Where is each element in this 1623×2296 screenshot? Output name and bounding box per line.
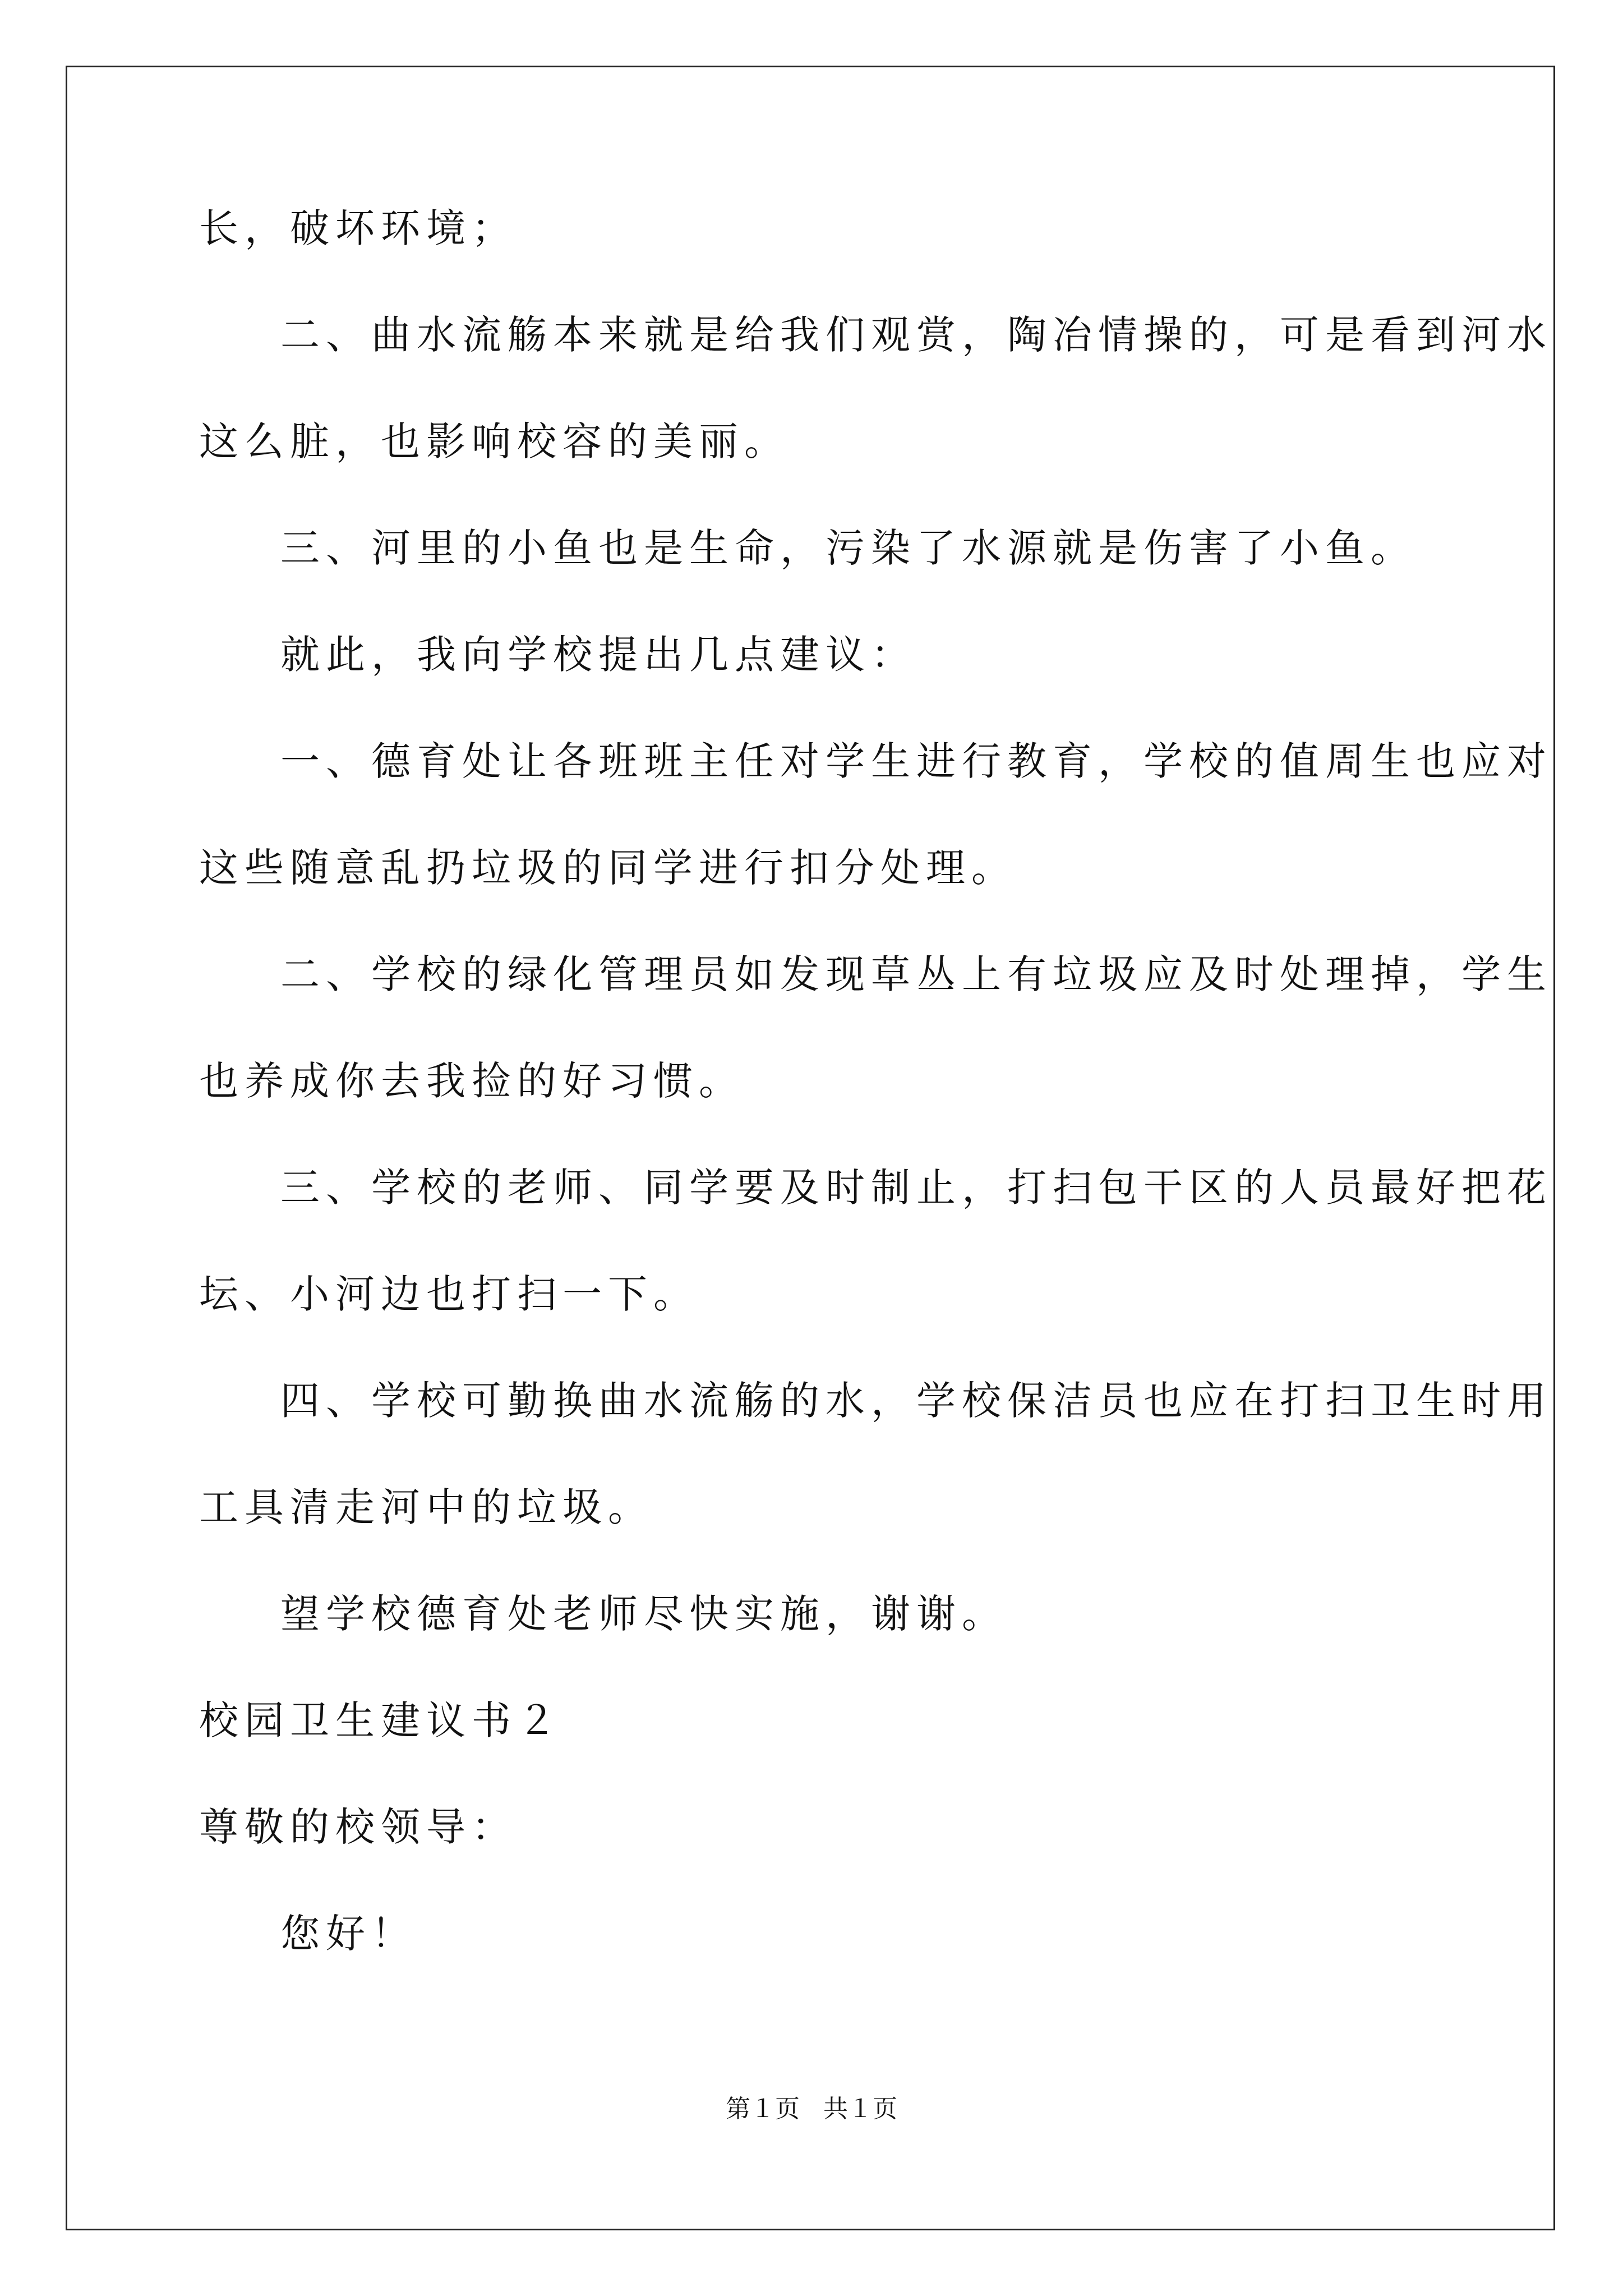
text-line: 三、河里的小鱼也是生命，污染了水源就是伤害了小鱼。 — [280, 525, 1416, 571]
text-line: 一、德育处让各班班主任对学生进行教育，学校的值周生也应对 — [280, 738, 1552, 784]
text-line: 四、学校可勤换曲水流觞的水，学校保洁员也应在打扫卫生时用 — [280, 1378, 1552, 1424]
text-line: 这些随意乱扔垃圾的同学进行扣分处理。 — [199, 845, 1017, 891]
text-line: 三、学校的老师、同学要及时制止，打扫包干区的人员最好把花 — [280, 1165, 1552, 1211]
text-line: 二、曲水流觞本来就是给我们观赏，陶冶情操的，可是看到河水 — [280, 312, 1552, 358]
page-footer — [0, 2092, 1623, 2126]
salutation: 尊敬的校领导： — [199, 1804, 517, 1850]
page-border — [66, 66, 1555, 2230]
text-line: 二、学校的绿化管理员如发现草丛上有垃圾应及时处理掉，学生 — [280, 951, 1552, 997]
text-line: 工具清走河中的垃圾。 — [199, 1484, 653, 1530]
text-line: 就此，我向学校提出几点建议： — [280, 632, 916, 678]
page-number: 第１页 — [726, 2095, 800, 2123]
section-heading: 校园卫生建议书２ — [199, 1697, 562, 1743]
text-line: 这么脏，也影响校容的美丽。 — [199, 418, 790, 464]
text-line: 长，破坏环境； — [199, 205, 517, 251]
greeting: 您好！ — [280, 1911, 417, 1957]
page-total: 共１页 — [823, 2095, 897, 2123]
text-line: 坛、小河边也打扫一下。 — [199, 1271, 699, 1317]
text-line: 也养成你去我捡的好习惯。 — [199, 1058, 744, 1104]
text-line: 望学校德育处老师尽快实施，谢谢。 — [280, 1591, 1007, 1637]
